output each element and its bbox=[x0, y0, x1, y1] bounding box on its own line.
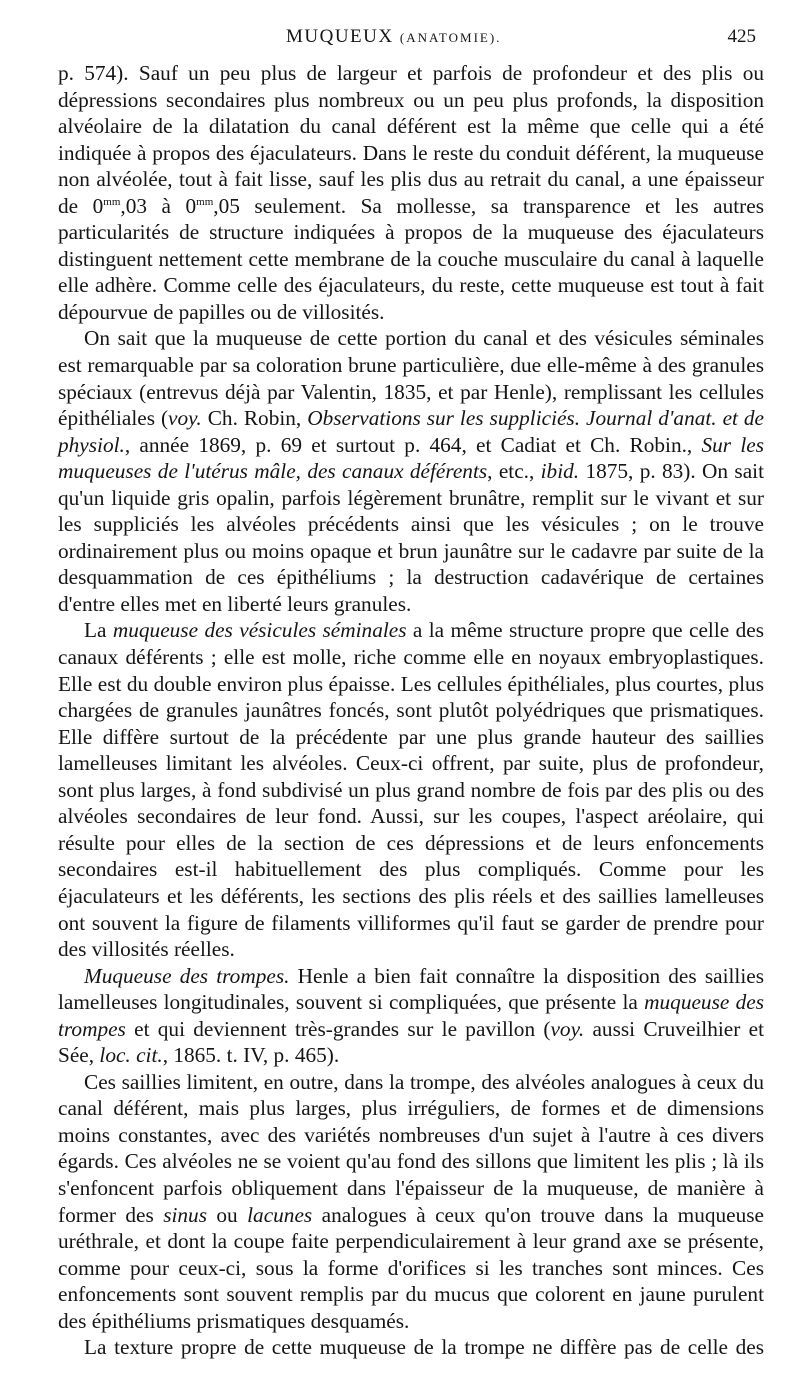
italic-text: Muqueuse des trompes. bbox=[84, 963, 290, 988]
text-run: On sait que la muqueuse de cette portion du canal et des vésicules séminales est remarquable par sa coloration brune particulière, due elle-même à des granules spéciaux (entrevus déjà par Valentin, 1835, et par Henle), remplissant les cellules épithéliales ( bbox=[58, 326, 764, 431]
text-run: ,05 seulement. Sa mollesse, sa transparence et les autres particularités de structure indiquées à propos de la muqueuse des éjaculateurs distinguent nettement cette membrane de la couche musculaire du canal à laquelle elle adhère. Comme celle des éjaculateurs, du reste, cette muqueuse est tout à fait dépourvue de papilles ou de villosités. bbox=[58, 193, 765, 324]
body-text bbox=[58, 60, 764, 1361]
italic-text: muqueuse des trompes bbox=[58, 990, 764, 1041]
italic-text: Observations sur les suppliciés. Journal d'anat. et de physiol. bbox=[58, 406, 764, 457]
italic-text: muqueuse des vésicules séminales bbox=[112, 618, 407, 643]
text-run: a la même structure propre que celle des canaux déférents ; elle est molle, riche comme elle en noyaux embryoplastiques. Elle est du double environ plus épaisse. Les cellules épithéliales, plus courtes, plus chargées de granules jaunâtres foncés, sont plutôt polyédriques que prismatiques. Elle diffère surtout de la précédente par une plus grande hauteur des saillies lamelleuses limitant les alvéoles. Ceux-ci offrent, par suite, plus de profondeur, sont plus larges, à fond subdivisé un plus grand nombre de fois par des plis ou des alvéoles secondaires de leur fond. Aussi, sur les coupes, l'aspect aréolaire, qui résulte pour elles de la section de ces dépressions et de leurs enfoncements secondaires est-il habituellement des plus compliqués. Comme pour les éjaculateurs et les déférents, les sections des plis réels et des saillies lamelleuses ont souvent la figure de filaments villiformes qu'il faut se garder de prendre pour des villosités réelles. bbox=[58, 618, 764, 962]
paragraph bbox=[58, 1334, 764, 1361]
page-number: 425 bbox=[727, 26, 756, 47]
italic-text: sinus bbox=[163, 1202, 207, 1227]
paragraph bbox=[58, 617, 764, 962]
italic-text: voy. bbox=[550, 1016, 585, 1041]
running-subtitle: (ANATOMIE). bbox=[399, 30, 502, 45]
paragraph bbox=[58, 325, 764, 617]
italic-text: Sur les muqueuses de l'utérus mâle, des canaux déférents bbox=[58, 432, 764, 484]
italic-text: lacunes bbox=[247, 1202, 313, 1227]
text-run: La texture propre de cette muqueuse de la trompe ne diffère pas de celle des bbox=[84, 1335, 764, 1360]
text-run: analogues à ceux qu'on trouve dans la muqueuse uréthrale, et dont la coupe faite perpendiculairement à leur grand axe se présente, comme pour ceux-ci, sous la forme d'orifices si les tranches sont minces. Ces enfoncements sont souvent remplis par du mucus que colorent en jaune purulent des épithéliums prismatiques desquamés. bbox=[58, 1202, 764, 1333]
superscript-unit: mm bbox=[103, 195, 121, 208]
running-title: MUQUEUX bbox=[286, 26, 394, 47]
paragraph bbox=[58, 60, 764, 325]
running-head bbox=[286, 26, 501, 48]
text-run: p. 574). Sauf un peu plus de largeur et parfois de profondeur et des plis ou dépressions secondaires plus nombreux ou un peu plus profonds, la disposition alvéolaire de la dilatation du canal déférent est la même que celle qui a été indiquée à propos des éjaculateurs. Dans le reste du conduit déférent, la muqueuse non alvéolée, tout à fait lisse, sauf les plis dus au retrait du canal, a une épaisseur de 0 bbox=[58, 61, 764, 218]
text-run: La bbox=[84, 618, 113, 643]
text-run: aussi Cruveilhier et Sée, bbox=[58, 1016, 764, 1068]
text-run: Henle a bien fait connaître la disposition des saillies lamelleuses longitudinales, souvent si compliquées, que présente la bbox=[58, 963, 764, 1015]
superscript-unit: mm bbox=[196, 195, 214, 208]
text-run: et qui deviennent très-grandes sur le pavillon ( bbox=[125, 1016, 551, 1041]
text-run: , etc., bbox=[487, 459, 541, 484]
text-run: , année 1869, p. 69 et surtout p. 464, et Cadiat et Ch. Robin., bbox=[124, 432, 702, 457]
italic-text: loc. cit. bbox=[99, 1043, 163, 1068]
page-header bbox=[58, 20, 764, 60]
text-run: Ch. Robin, bbox=[201, 406, 308, 431]
italic-text: ibid. bbox=[540, 459, 580, 484]
text-run: ,03 à 0 bbox=[120, 193, 197, 218]
paragraph bbox=[58, 1069, 764, 1334]
paragraph bbox=[58, 963, 764, 1069]
text-run: ou bbox=[206, 1202, 248, 1227]
italic-text: voy. bbox=[168, 406, 202, 431]
text-run: , 1865. t. IV, p. 465). bbox=[162, 1043, 340, 1068]
text-run: Ces saillies limitent, en outre, dans la trompe, des alvéoles analogues à ceux du canal déférent, mais plus larges, plus irréguliers, de formes et de dimensions moins constantes, avec des variétés nombreuses d'un sujet à l'autre à ces divers égards. Ces alvéoles ne se voient qu'au fond des sillons que limitent les plis ; là ils s'enfoncent parfois obliquement dans l'épaisseur de la muqueuse, de manière à former des bbox=[58, 1069, 764, 1227]
text-run: 1875, p. 83). On sait qu'un liquide gris opalin, parfois légèrement brunâtre, remplit sur le vivant et sur les suppliciés les alvéoles précédents ainsi que les vésicules ; on le trouve ordinairement plus ou moins opaque et brun jaunâtre sur le cadavre par suite de la desquammation de ces épithéliums ; la destruction cadavérique de certaines d'entre elles met en liberté leurs granules. bbox=[58, 459, 764, 616]
